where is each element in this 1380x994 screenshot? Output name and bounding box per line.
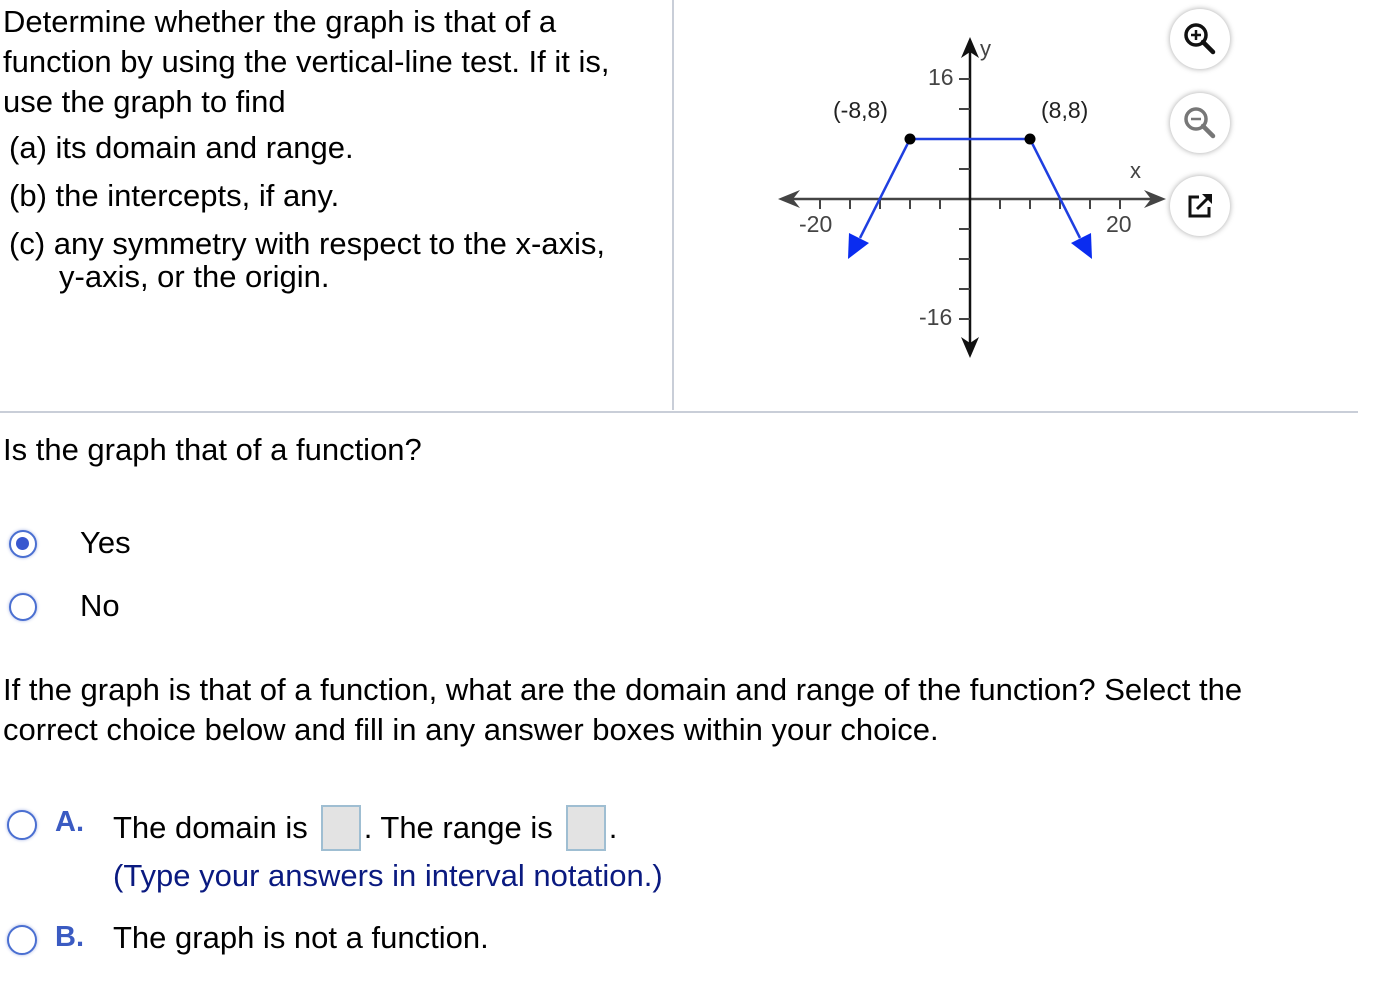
radio-no[interactable] xyxy=(9,593,37,621)
y-axis xyxy=(959,37,979,358)
zoom-in-icon xyxy=(1182,21,1218,57)
range-answer-box[interactable] xyxy=(566,805,606,851)
choice-b-text: The graph is not a function. xyxy=(113,920,489,955)
question-line: If the graph is that of a function, what are the domain and range of the function? Select the xyxy=(3,672,1243,707)
x-tick-label-neg20: -20 xyxy=(799,211,833,237)
radio-choice-b[interactable] xyxy=(7,925,37,955)
y-tick-label-16: 16 xyxy=(928,64,954,90)
prompt-line: function by using the vertical-line test. If it is, xyxy=(3,44,610,79)
point-right xyxy=(1025,134,1036,145)
prompt-line: use the graph to find xyxy=(3,84,286,119)
choice-a-row xyxy=(113,803,617,853)
choice-a-text-middle: . The range is xyxy=(363,810,553,845)
zoom-in-button[interactable] xyxy=(1170,9,1230,69)
point-left xyxy=(905,134,916,145)
y-axis-label: y xyxy=(980,36,991,61)
domain-answer-box[interactable] xyxy=(321,805,361,851)
x-tick-label-20: 20 xyxy=(1106,211,1132,237)
zoom-out-button[interactable] xyxy=(1170,93,1230,153)
prompt-part-a: (a) its domain and range. xyxy=(9,130,354,165)
popout-button[interactable] xyxy=(1170,176,1230,236)
prompt-part-c-cont: y-axis, or the origin. xyxy=(59,259,330,294)
point-right-label: (8,8) xyxy=(1041,97,1089,123)
choice-a-text-after: . xyxy=(608,810,618,845)
point-left-label: (-8,8) xyxy=(833,97,888,123)
x-axis xyxy=(778,190,1166,209)
prompt-line: Determine whether the graph is that of a xyxy=(3,4,557,39)
radio-choice-a[interactable] xyxy=(7,810,37,840)
choice-a-letter: A. xyxy=(55,806,84,838)
choice-b-letter: B. xyxy=(55,921,84,953)
choice-a-text-before: The domain is xyxy=(113,810,308,845)
y-tick-label-neg16: -16 xyxy=(919,304,953,330)
question-is-function: Is the graph that of a function? xyxy=(3,432,422,467)
external-link-icon xyxy=(1184,190,1216,222)
section-divider xyxy=(0,411,1358,413)
option-no-label[interactable]: No xyxy=(80,588,120,623)
zoom-out-icon xyxy=(1182,105,1218,141)
prompt-part-b: (b) the intercepts, if any. xyxy=(9,178,340,213)
option-yes-label[interactable]: Yes xyxy=(80,525,131,560)
interval-notation-hint: (Type your answers in interval notation.) xyxy=(113,858,663,893)
x-axis-label: x xyxy=(1130,158,1141,183)
radio-yes[interactable] xyxy=(9,530,37,558)
prompt-part-c: (c) any symmetry with respect to the x-axis, xyxy=(9,226,606,261)
question-domain-range xyxy=(3,670,1333,750)
question-line: correct choice below and fill in any answer boxes within your choice. xyxy=(3,712,939,747)
